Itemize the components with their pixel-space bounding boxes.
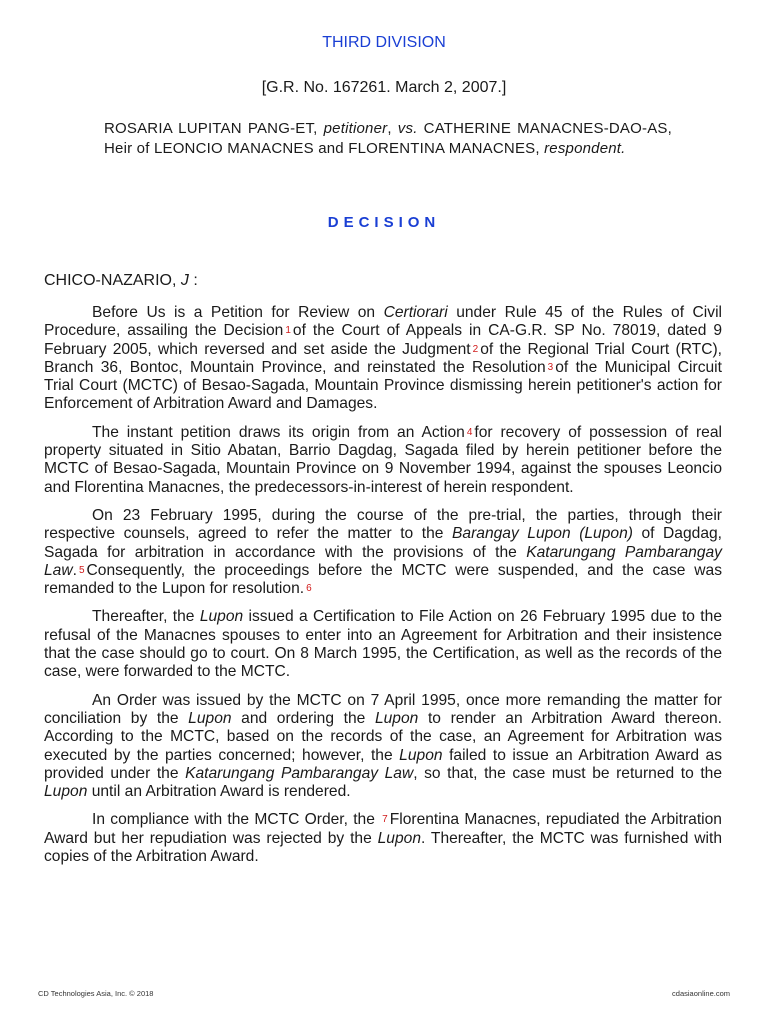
text: to render an Arbitration Award thereon. According to the MCTC, based on the records of the case, an Agreement for Arbitration was executed by the parties concerned; however, the: [44, 709, 722, 764]
text: . Thereafter, the MCTC was furnished with copies of the Arbitration Award.: [44, 829, 723, 866]
footnote-link-2[interactable]: 2: [472, 343, 479, 355]
footnote-link-4[interactable]: 4: [466, 426, 473, 438]
text: for recovery of possession of real property situated in Sitio Abatan, Barrio Dagdag, Sagada filed by herein petitioner before the MCTC of Besao-Sagada, Mountain Province on 9 November 1994, against the spouses Leoncio and Florentina Manacnes, the predecessors-in-interest of herein respondent.: [44, 423, 722, 496]
ponente-title: J: [180, 272, 189, 289]
footnote-link-6[interactable]: 6: [306, 583, 312, 595]
footnote-link-7[interactable]: 7: [382, 814, 388, 826]
text-italic: Lupon: [399, 746, 443, 764]
text: until an Arbitration Award is rendered.: [87, 783, 351, 801]
text: , so that, the case must be returned to the: [413, 764, 723, 782]
paragraph-6: [44, 811, 722, 866]
text: The instant petition draws its origin from an Action: [92, 423, 465, 441]
case-number: [G.R. No. 167261. March 2, 2007.]: [261, 79, 507, 96]
respondent-names: CATHERINE MANACNES-DAO-AS, Heir of LEONCIO MANACNES and FLORENTINA MANACNES,: [104, 120, 672, 157]
text-italic: Katarungang Pambarangay Law: [44, 543, 722, 579]
text: of the Regional Trial Court (RTC), Branch 36, Bontoc, Mountain Province, and reinstated the Resolution: [44, 340, 722, 376]
paragraph-1: [44, 304, 722, 414]
footnote-link-1[interactable]: 1: [285, 325, 291, 337]
ponente: CHICO-NAZARIO, J :: [44, 272, 198, 289]
text-italic: Certiorari: [383, 304, 448, 321]
petitioner-role: petitioner: [323, 120, 388, 137]
petitioner-name: ROSARIA LUPITAN PANG-ET,: [104, 120, 318, 137]
respondent-role: respondent.: [544, 139, 626, 157]
text: On 23 February 1995, during the course of the pre-trial, the parties, through their respective counsels, agreed to refer the matter to the: [44, 506, 722, 543]
text: Florentina Manacnes, repudiated the Arbitration Award but her repudiation was rejected by the: [44, 811, 722, 847]
paragraph-2: [44, 424, 722, 497]
footnote-link-3[interactable]: 3: [547, 361, 554, 373]
text: .: [72, 561, 77, 579]
footnote-link-5[interactable]: 5: [78, 564, 85, 576]
footer-site: cdasiaonline.com: [672, 989, 730, 998]
text: of the Municipal Circuit Trial Court (MCTC) of Besao-Sagada, Mountain Province dismissing herein petitioner's action for Enforcement of Arbitration Award and Damages.: [44, 358, 722, 413]
text-italic: Lupon: [188, 709, 232, 727]
division-heading: THIRD DIVISION: [322, 34, 446, 51]
text: under Rule 45 of the Rules of Civil Procedure, assailing the Decision: [44, 304, 722, 340]
text-italic: Lupon: [374, 709, 419, 727]
text-italic: Lupon: [44, 783, 88, 801]
paragraph-5: [44, 692, 722, 802]
text: of Dagdag, Sagada for arbitration in accordance with the provisions of the: [44, 525, 722, 561]
decision-body: [44, 304, 722, 876]
footer-copyright: CD Technologies Asia, Inc. © 2018: [38, 989, 154, 998]
text-italic: Barangay Lupon (Lupon): [452, 525, 633, 543]
versus-label: vs.: [397, 120, 418, 137]
text: Consequently, the proceedings before the MCTC were suspended, and the case was remanded to the Lupon for resolution.: [44, 561, 722, 598]
case-parties: ROSARIA LUPITAN PANG-ET, petitioner, vs. CATHERINE MANACNES-DAO-AS, Heir of LEONCIO MANACNES and FLORENTINA MANACNES, respondent.: [104, 120, 672, 157]
text: of the Court of Appeals in CA-G.R. SP No. 78019, dated 9 February 2005, which reversed and set aside the Judgment: [44, 322, 722, 358]
text: and ordering the: [231, 709, 375, 727]
paragraph-4: [44, 608, 722, 681]
text-italic: Lupon: [199, 608, 244, 626]
text: failed to issue an Arbitration Award as provided under the: [44, 746, 722, 782]
text: issued a Certification to File Action on 26 February 1995 due to the refusal of the Manacnes spouses to enter into an Agreement for Arbitration and their insistence that the case should go to court. On 8 March 1995, the Certification, as well as the records of the case, were forwarded to the MCTC.: [44, 608, 722, 681]
decision-heading: DECISION: [327, 214, 441, 231]
text: Thereafter, the: [92, 608, 200, 626]
paragraph-3: [44, 507, 722, 598]
text-italic: Katarungang Pambarangay Law: [185, 764, 414, 782]
text: In compliance with the MCTC Order, the: [92, 811, 381, 829]
ponente-name: CHICO-NAZARIO,: [44, 272, 177, 289]
text: Before Us is a Petition for Review on: [92, 304, 384, 321]
text: An Order was issued by the MCTC on 7 April 1995, once more remanding the matter for conciliation by the: [44, 691, 722, 727]
text-italic: Lupon: [377, 829, 421, 847]
